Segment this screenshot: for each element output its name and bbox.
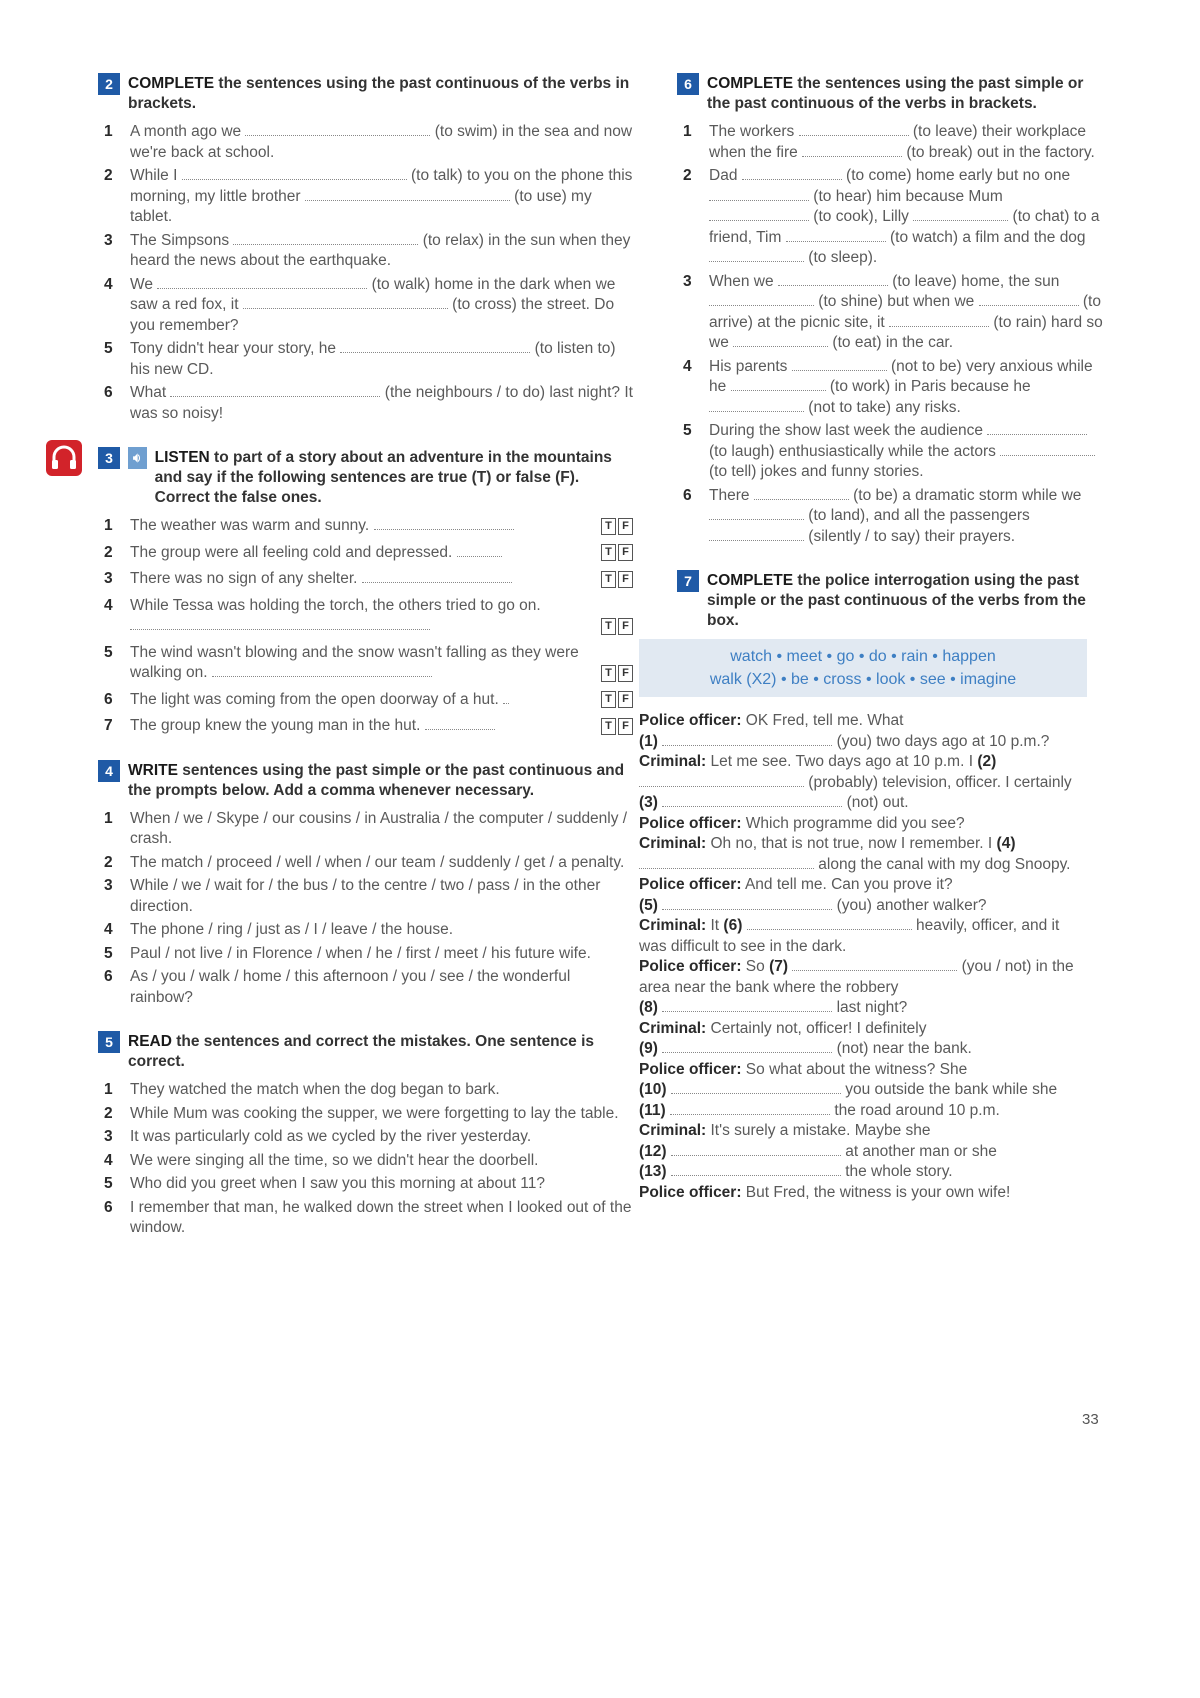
blank-number: (4) xyxy=(996,835,1016,852)
item-text: (to come) home early but no one xyxy=(841,167,1071,184)
answer-blank[interactable] xyxy=(742,167,842,180)
item-text: While Tessa was holding the torch, the others tried to go on. xyxy=(130,596,541,614)
exercise-number: 2 xyxy=(98,73,120,95)
list-item xyxy=(683,421,1107,483)
list-item xyxy=(104,383,633,424)
answer-blank[interactable] xyxy=(778,273,888,286)
exercise-2-heading xyxy=(98,74,633,114)
item-number: 2 xyxy=(104,543,113,561)
item-text: (not to be) very anxious while he xyxy=(709,357,1093,395)
instruction-text: the sentences using the past continuous of the verbs in brackets. xyxy=(128,75,630,112)
exercise-4-heading xyxy=(98,761,633,801)
list-item xyxy=(104,543,633,564)
item-number: 2 xyxy=(104,853,113,871)
blank-number: (11) xyxy=(639,1101,666,1119)
item-number: 5 xyxy=(104,944,113,962)
false-checkbox[interactable]: F xyxy=(618,544,633,561)
answer-blank[interactable] xyxy=(457,544,502,557)
dialog-text: (not) near the bank. xyxy=(832,1040,972,1057)
dialog-text: (you) two days ago at 10 p.m.? xyxy=(832,732,1050,750)
list-item xyxy=(104,1127,633,1148)
dialog-line xyxy=(639,711,1085,752)
answer-blank[interactable] xyxy=(662,1040,832,1053)
false-checkbox[interactable]: F xyxy=(618,618,633,635)
item-text: (to rain) hard so we xyxy=(709,313,1103,351)
item-number: 1 xyxy=(104,517,113,534)
list-item xyxy=(104,516,633,537)
item-text: Dad xyxy=(709,167,742,184)
true-checkbox[interactable]: T xyxy=(601,571,616,588)
answer-blank[interactable] xyxy=(243,296,448,309)
list-item xyxy=(683,122,1107,163)
answer-blank[interactable] xyxy=(709,528,804,541)
blank-number: (2) xyxy=(977,753,997,770)
instruction-keyword: COMPLETE xyxy=(128,75,215,92)
blank-number: (10) xyxy=(639,1081,667,1098)
item-number: 3 xyxy=(104,231,113,249)
speaker-label: Police officer: xyxy=(639,1060,742,1078)
item-number: 4 xyxy=(683,357,692,375)
answer-blank[interactable] xyxy=(662,794,842,807)
item-text: (silently / to say) their prayers. xyxy=(804,527,1016,545)
dialog-text: Which programme did you see? xyxy=(741,814,965,832)
speaker-label: Criminal: xyxy=(639,917,707,934)
instruction-text: the sentences using the past simple or the past continuous of the verbs in brackets. xyxy=(707,75,1084,112)
answer-blank[interactable] xyxy=(233,232,418,245)
answer-blank[interactable] xyxy=(792,958,957,971)
list-item xyxy=(683,166,1107,269)
item-text: A month ago we xyxy=(130,123,246,140)
item-text: While I xyxy=(130,167,182,184)
blank-number: (7) xyxy=(769,958,789,975)
list-item xyxy=(104,339,633,380)
dialog-line xyxy=(639,814,1085,835)
item-text: (to laugh) enthusiastically while the actors xyxy=(709,442,1001,460)
item-text: While / we / wait for / the bus / to the centre / two / pass / in the other direction. xyxy=(130,877,601,915)
item-text: What xyxy=(130,384,171,401)
list-item xyxy=(104,122,633,163)
answer-blank[interactable] xyxy=(670,1102,830,1115)
list-item xyxy=(104,275,633,337)
list-item xyxy=(104,853,633,874)
answer-blank[interactable] xyxy=(799,123,909,136)
item-number: 3 xyxy=(104,1128,113,1145)
dialog-line xyxy=(639,1060,1085,1122)
item-text: The match / proceed / well / when / our team / suddenly / get / a penalty. xyxy=(130,853,625,871)
dialog-text: So xyxy=(741,958,770,975)
dialog-text: Oh no, that is not true, now I remember. I xyxy=(706,835,997,852)
false-checkbox[interactable]: F xyxy=(618,718,633,735)
instruction-keyword: COMPLETE xyxy=(707,75,794,92)
item-text: (to cook), Lilly xyxy=(809,208,914,225)
blank-number: (12) xyxy=(639,1142,667,1160)
list-item xyxy=(104,967,633,1008)
exercise-number: 6 xyxy=(677,73,699,95)
answer-blank[interactable] xyxy=(747,917,912,930)
answer-blank[interactable] xyxy=(671,1143,841,1156)
list-item xyxy=(683,486,1107,548)
answer-blank[interactable] xyxy=(170,384,380,397)
speaker-label: Police officer: xyxy=(639,876,742,893)
exercise-2 xyxy=(98,74,633,424)
item-text: Tony didn't hear your story, he xyxy=(130,340,341,357)
speaker-label: Criminal: xyxy=(639,1122,707,1139)
blank-number: (3) xyxy=(639,794,658,811)
list-item xyxy=(104,876,633,917)
item-text: The weather was warm and sunny. xyxy=(130,517,370,534)
list-item xyxy=(104,166,633,228)
exercise-7-heading xyxy=(677,571,1107,631)
speaker-label: Criminal: xyxy=(639,753,707,770)
item-number: 5 xyxy=(104,340,113,357)
item-text: The Simpsons xyxy=(130,231,234,249)
item-text: While Mum was cooking the supper, we were forgetting to lay the table. xyxy=(130,1104,619,1122)
item-text: The group knew the young man in the hut. xyxy=(130,717,421,734)
item-text: Paul / not live / in Florence / when / he / first / meet / his future wife. xyxy=(130,944,591,962)
item-number: 6 xyxy=(683,486,692,504)
item-text: During the show last week the audience xyxy=(709,422,988,439)
item-text: (not to take) any risks. xyxy=(804,398,961,416)
dialog-text: But Fred, the witness is your own wife! xyxy=(741,1183,1011,1201)
item-text: (to eat) in the car. xyxy=(828,334,954,351)
blank-number: (6) xyxy=(723,917,743,934)
answer-blank[interactable] xyxy=(709,208,809,221)
answer-blank[interactable] xyxy=(639,774,804,787)
item-text: The light was coming from the open doorway of a hut. xyxy=(130,690,499,708)
item-number: 3 xyxy=(104,570,113,587)
true-checkbox[interactable]: T xyxy=(601,618,616,635)
dialog-line xyxy=(639,875,1085,916)
blank-number: (13) xyxy=(639,1163,667,1180)
item-text: The group were all feeling cold and depressed. xyxy=(130,543,453,561)
right-column xyxy=(639,74,1107,1221)
blank-number: (5) xyxy=(639,896,658,914)
item-number: 1 xyxy=(104,809,113,827)
word-box-line: walk (X2) • be • cross • look • see • imagine xyxy=(709,671,1017,688)
item-text: (to listen to) his new CD. xyxy=(130,340,616,378)
item-number: 2 xyxy=(683,167,692,184)
item-text: We xyxy=(130,275,158,293)
dialog-text: (you) another walker? xyxy=(832,896,987,914)
item-number: 4 xyxy=(104,1151,113,1169)
list-item xyxy=(104,944,633,965)
answer-blank[interactable] xyxy=(503,691,509,704)
item-number: 3 xyxy=(104,877,113,894)
answer-blank[interactable] xyxy=(786,229,886,242)
exercise-3-heading xyxy=(98,448,633,508)
list-item xyxy=(104,1198,633,1239)
false-checkbox[interactable]: F xyxy=(618,518,633,535)
item-number: 6 xyxy=(104,968,113,985)
answer-blank[interactable] xyxy=(731,378,826,391)
speaker-label: Criminal: xyxy=(639,1019,707,1037)
blank-number: (9) xyxy=(639,1040,658,1057)
item-text: The phone / ring / just as / I / leave / the house. xyxy=(130,921,454,938)
item-number: 3 xyxy=(683,272,692,290)
exercise-number: 4 xyxy=(98,760,120,782)
item-text: His parents xyxy=(709,357,792,375)
item-text: (to watch) a film and the dog xyxy=(885,228,1086,246)
false-checkbox[interactable]: F xyxy=(618,691,633,708)
instruction-text: the police interrogation using the past simple or the past continuous of the verbs from the box. xyxy=(707,572,1086,629)
dialog-text: (not) out. xyxy=(842,794,909,811)
page-number: 33 xyxy=(1082,1411,1099,1428)
item-number: 6 xyxy=(104,1198,113,1216)
answer-blank[interactable] xyxy=(709,507,804,520)
item-text: It was particularly cold as we cycled by the river yesterday. xyxy=(130,1128,532,1145)
answer-blank[interactable] xyxy=(182,167,407,180)
answer-blank[interactable] xyxy=(662,897,832,910)
answer-blank[interactable] xyxy=(1000,443,1095,456)
item-text: (to tell) jokes and funny stories. xyxy=(709,463,924,480)
answer-blank[interactable] xyxy=(305,188,510,201)
item-text: (to cross) the street. Do you remember? xyxy=(130,296,615,334)
list-item xyxy=(104,1174,633,1195)
item-text: The wind wasn't blowing and the snow wasn't falling as they were walking on. xyxy=(130,643,579,681)
instruction-text: the sentences and correct the mistakes. One sentence is correct. xyxy=(128,1033,595,1070)
word-box-line: watch • meet • go • do • rain • happen xyxy=(730,648,996,665)
answer-blank[interactable] xyxy=(979,293,1079,306)
item-text: (to arrive) at the picnic site, it xyxy=(709,293,1101,331)
list-item xyxy=(104,643,633,684)
item-number: 2 xyxy=(104,1104,113,1122)
answer-blank[interactable] xyxy=(709,399,804,412)
dialog-text: at another man or she xyxy=(840,1142,997,1160)
list-item xyxy=(104,920,633,941)
item-number: 4 xyxy=(104,596,113,614)
item-number: 5 xyxy=(683,422,692,439)
headphones-icon xyxy=(46,440,82,476)
answer-blank[interactable] xyxy=(792,358,887,371)
dialog-text: you outside the bank while she xyxy=(840,1081,1058,1098)
item-text: When / we / Skype / our cousins / in Australia / the computer / suddenly / crash. xyxy=(130,809,628,847)
interrogation-dialog xyxy=(639,711,1085,1203)
exercise-3 xyxy=(98,448,633,737)
dialog-text: It's surely a mistake. Maybe she xyxy=(706,1122,931,1139)
item-text: (to sleep). xyxy=(804,249,878,266)
item-text: I remember that man, he walked down the street when I looked out of the window. xyxy=(130,1198,632,1236)
true-checkbox[interactable]: T xyxy=(601,718,616,735)
item-number: 5 xyxy=(104,1175,113,1192)
item-text: (to work) in Paris because he xyxy=(825,378,1031,395)
dialog-text: It xyxy=(706,917,724,934)
item-text: (to shine) but when we xyxy=(814,293,979,310)
item-number: 6 xyxy=(104,690,113,708)
item-text: They watched the match when the dog began to bark. xyxy=(130,1081,500,1098)
answer-blank[interactable] xyxy=(671,1163,841,1176)
exercise-5-heading xyxy=(98,1032,633,1072)
list-item xyxy=(104,690,633,711)
item-text: Who did you greet when I saw you this morning at about 11? xyxy=(130,1175,546,1192)
item-text: (to swim) in the sea and now we're back at school. xyxy=(130,123,633,161)
item-text: (to hear) him because Mum xyxy=(809,187,1003,205)
answer-blank[interactable] xyxy=(340,340,530,353)
item-number: 4 xyxy=(104,275,113,293)
item-number: 4 xyxy=(104,921,113,938)
exercise-4 xyxy=(98,761,633,1009)
dialog-text: heavily, officer, and it was difficult to see in the dark. xyxy=(639,917,1060,955)
speaker-label: Police officer: xyxy=(639,958,742,975)
answer-blank[interactable] xyxy=(245,123,430,136)
dialog-text: (you / not) in the area near the bank where the robbery xyxy=(639,958,1074,996)
speaker-icon: 🔉︎ xyxy=(133,450,142,465)
answer-blank[interactable] xyxy=(889,314,989,327)
audio-track-badge[interactable] xyxy=(128,447,147,487)
instruction-keyword: WRITE xyxy=(128,761,178,779)
answer-blank[interactable] xyxy=(639,856,814,869)
blank-number: (8) xyxy=(639,999,658,1016)
answer-blank[interactable] xyxy=(709,293,814,306)
exercise-5 xyxy=(98,1032,633,1239)
word-box xyxy=(639,639,1087,697)
item-text: (to leave) home, the sun xyxy=(887,272,1060,290)
item-number: 1 xyxy=(104,1081,113,1098)
item-text: (to walk) home in the dark when we saw a red fox, it xyxy=(130,275,616,313)
answer-blank[interactable] xyxy=(802,144,902,157)
item-text: There was no sign of any shelter. xyxy=(130,570,358,587)
dialog-line xyxy=(639,916,1085,957)
dialog-text: OK Fred, tell me. What xyxy=(741,712,904,729)
dialog-line xyxy=(639,1019,1085,1060)
list-item xyxy=(104,231,633,272)
dialog-text: the road around 10 p.m. xyxy=(830,1101,1000,1119)
item-number: 2 xyxy=(104,167,113,184)
dialog-text: And tell me. Can you prove it? xyxy=(741,876,953,893)
item-number: 7 xyxy=(104,717,113,734)
list-item xyxy=(104,1104,633,1125)
left-column xyxy=(98,74,633,1257)
dialog-line xyxy=(639,834,1085,875)
instruction-text: sentences using the past simple or the past continuous and the prompts below. Add a comma whenever necessary. xyxy=(128,761,625,799)
list-item xyxy=(104,1151,633,1172)
dialog-line xyxy=(639,752,1085,814)
list-item xyxy=(104,1080,633,1101)
list-item xyxy=(683,357,1107,419)
item-text: There xyxy=(709,486,754,504)
answer-blank[interactable] xyxy=(212,664,432,677)
true-checkbox[interactable]: T xyxy=(601,518,616,535)
instruction-text: to part of a story about an adventure in the mountains and say if the following sentences are true (T) or false (F). Correct the false ones. xyxy=(154,449,612,506)
true-checkbox[interactable]: T xyxy=(601,544,616,561)
speaker-label: Police officer: xyxy=(639,814,742,832)
answer-blank[interactable] xyxy=(157,276,367,289)
answer-blank[interactable] xyxy=(130,617,430,630)
item-text: (to chat) to a friend, Tim xyxy=(709,208,1100,246)
item-text: (the neighbours / to do) last night? It was so noisy! xyxy=(130,384,633,422)
item-text: We were singing all the time, so we didn't hear the doorbell. xyxy=(130,1151,539,1169)
dialog-line xyxy=(639,957,1085,1019)
speaker-label: Criminal: xyxy=(639,835,707,852)
item-text: (to relax) in the sun when they heard the news about the earthquake. xyxy=(130,231,631,269)
true-checkbox[interactable]: T xyxy=(601,691,616,708)
item-number: 5 xyxy=(104,643,113,661)
instruction-keyword: COMPLETE xyxy=(707,572,794,589)
exercise-7 xyxy=(639,571,1107,1203)
item-number: 6 xyxy=(104,384,113,401)
list-item xyxy=(104,716,633,737)
exercise-number: 3 xyxy=(98,447,120,469)
answer-blank[interactable] xyxy=(733,334,828,347)
item-text: (to be) a dramatic storm while we xyxy=(848,486,1082,504)
audio-track-number: 5 xyxy=(133,472,141,487)
item-number: 1 xyxy=(104,123,113,140)
dialog-line xyxy=(639,1183,1085,1204)
item-text: (to use) my tablet. xyxy=(130,187,592,225)
true-checkbox[interactable]: T xyxy=(601,665,616,682)
answer-blank[interactable] xyxy=(754,487,849,500)
exercise-number: 7 xyxy=(677,570,699,592)
speaker-label: Police officer: xyxy=(639,1183,742,1201)
dialog-text: So what about the witness? She xyxy=(741,1060,968,1078)
answer-blank[interactable] xyxy=(709,249,804,262)
item-text: The workers xyxy=(709,123,799,140)
answer-blank[interactable] xyxy=(662,999,832,1012)
item-text: (to talk) to you on the phone this morning, my little brother xyxy=(130,167,633,205)
answer-blank[interactable] xyxy=(362,570,512,583)
list-item xyxy=(683,272,1107,354)
dialog-text: the whole story. xyxy=(840,1163,953,1180)
answer-blank[interactable] xyxy=(662,733,832,746)
false-checkbox[interactable]: F xyxy=(618,571,633,588)
exercise-6-heading xyxy=(677,74,1107,114)
item-text: (to leave) their workplace when the fire xyxy=(709,123,1087,161)
dialog-text: Certainly not, officer! I definitely xyxy=(706,1019,927,1037)
speaker-label: Police officer: xyxy=(639,712,742,729)
dialog-text: (probably) television, officer. I certainly xyxy=(804,773,1072,791)
exercise-6 xyxy=(677,74,1107,547)
item-text: (to break) out in the factory. xyxy=(902,143,1095,161)
dialog-line xyxy=(639,1121,1085,1183)
list-item xyxy=(104,809,633,850)
answer-blank[interactable] xyxy=(671,1081,841,1094)
item-number: 1 xyxy=(683,123,692,140)
dialog-text: Let me see. Two days ago at 10 p.m. I xyxy=(706,753,978,770)
item-text: (to land), and all the passengers xyxy=(804,507,1030,524)
dialog-text: last night? xyxy=(832,999,908,1016)
exercise-number: 5 xyxy=(98,1031,120,1053)
answer-blank[interactable] xyxy=(425,717,495,730)
blank-number: (1) xyxy=(639,732,658,750)
instruction-keyword: LISTEN xyxy=(154,449,210,466)
answer-blank[interactable] xyxy=(709,188,809,201)
dialog-text: along the canal with my dog Snoopy. xyxy=(814,855,1071,873)
item-text: When we xyxy=(709,272,778,290)
item-text: As / you / walk / home / this afternoon / you / see / the wonderful rainbow? xyxy=(130,968,571,1006)
answer-blank[interactable] xyxy=(987,422,1087,435)
answer-blank[interactable] xyxy=(374,517,514,530)
list-item xyxy=(104,596,633,637)
answer-blank[interactable] xyxy=(913,208,1008,221)
instruction-keyword: READ xyxy=(128,1033,172,1050)
list-item xyxy=(104,569,633,590)
false-checkbox[interactable]: F xyxy=(618,665,633,682)
